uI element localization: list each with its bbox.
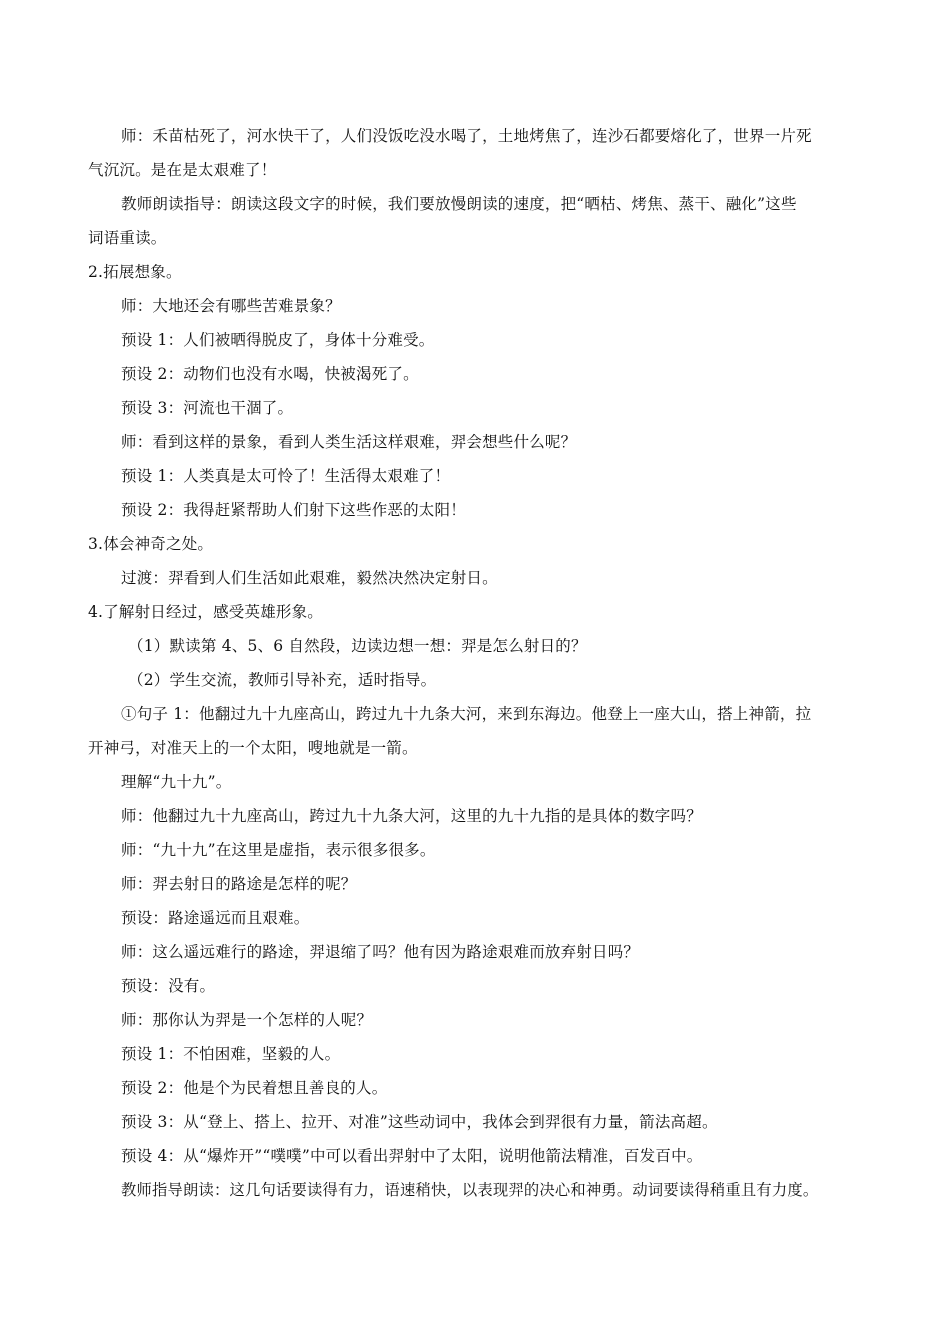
paragraph-line: 师：这么遥远难行的路途，羿退缩了吗？他有因为路途艰难而放弃射日吗？ — [121, 943, 640, 961]
paragraph-line: 过渡：羿看到人们生活如此艰难，毅然决然决定射日。 — [121, 569, 498, 587]
paragraph-line: 师：“九十九”在这里是虚指，表示很多很多。 — [121, 841, 436, 859]
paragraph-line: 预设 2：我得赶紧帮助人们射下这些作恶的太阳！ — [121, 501, 466, 519]
section-heading: 2.拓展想象。 — [88, 263, 182, 281]
section-heading: 3.体会神奇之处。 — [88, 535, 214, 553]
paragraph-line: 气沉沉。是在是太艰难了！ — [88, 161, 277, 179]
paragraph-line: （1）默读第 4、5、6 自然段，边读边想一想：羿是怎么射日的？ — [128, 637, 587, 655]
paragraph-line: 师：禾苗枯死了，河水快干了，人们没饭吃没水喝了，土地烤焦了，连沙石都要熔化了，世界一片死 — [121, 127, 812, 145]
paragraph-line: 教师朗读指导：朗读这段文字的时候，我们要放慢朗读的速度，把“晒枯、烤焦、蒸干、融化”这些 — [121, 195, 797, 213]
paragraph-line: 理解“九十九”。 — [121, 773, 232, 791]
paragraph-line: 师：看到这样的景象，看到人类生活这样艰难，羿会想些什么呢？ — [121, 433, 577, 451]
paragraph-line: 预设 3：河流也干涸了。 — [121, 399, 294, 417]
paragraph-line: 预设 1：人类真是太可怜了！生活得太艰难了！ — [121, 467, 451, 485]
section-heading: 4.了解射日经过，感受英雄形象。 — [88, 603, 323, 621]
paragraph-line: 预设 3：从“登上、搭上、拉开、对准”这些动词中，我体会到羿很有力量，箭法高超。 — [121, 1113, 718, 1131]
paragraph-line: 师：他翻过九十九座高山，跨过九十九条大河，这里的九十九指的是具体的数字吗？ — [121, 807, 702, 825]
paragraph-line: 预设 4：从“爆炸开”“噗噗”中可以看出羿射中了太阳，说明他箭法精准，百发百中。 — [121, 1147, 703, 1165]
paragraph-line: 师：羿去射日的路途是怎样的呢？ — [121, 875, 357, 893]
paragraph-line: 师：大地还会有哪些苦难景象？ — [121, 297, 341, 315]
paragraph-line: ①句子 1：他翻过九十九座高山，跨过九十九条大河，来到东海边。他登上一座大山，搭上神箭，拉 — [121, 705, 812, 723]
paragraph-line: 预设：没有。 — [121, 977, 216, 995]
paragraph-line: 教师指导朗读：这几句话要读得有力，语速稍快，以表现羿的决心和神勇。动词要读得稍重且有力度。 — [121, 1181, 819, 1199]
paragraph-line: （2）学生交流，教师引导补充，适时指导。 — [128, 671, 437, 689]
paragraph-line: 预设 1：不怕困难，坚毅的人。 — [121, 1045, 341, 1063]
paragraph-line: 预设 1：人们被晒得脱皮了，身体十分难受。 — [121, 331, 435, 349]
paragraph-line: 开神弓，对准天上的一个太阳，嗖地就是一箭。 — [88, 739, 418, 757]
paragraph-line: 预设：路途遥远而且艰难。 — [121, 909, 310, 927]
paragraph-line: 词语重读。 — [88, 229, 167, 247]
paragraph-line: 师：那你认为羿是一个怎样的人呢？ — [121, 1011, 373, 1029]
paragraph-line: 预设 2：动物们也没有水喝，快被渴死了。 — [121, 365, 419, 383]
paragraph-line: 预设 2：他是个为民着想且善良的人。 — [121, 1079, 388, 1097]
